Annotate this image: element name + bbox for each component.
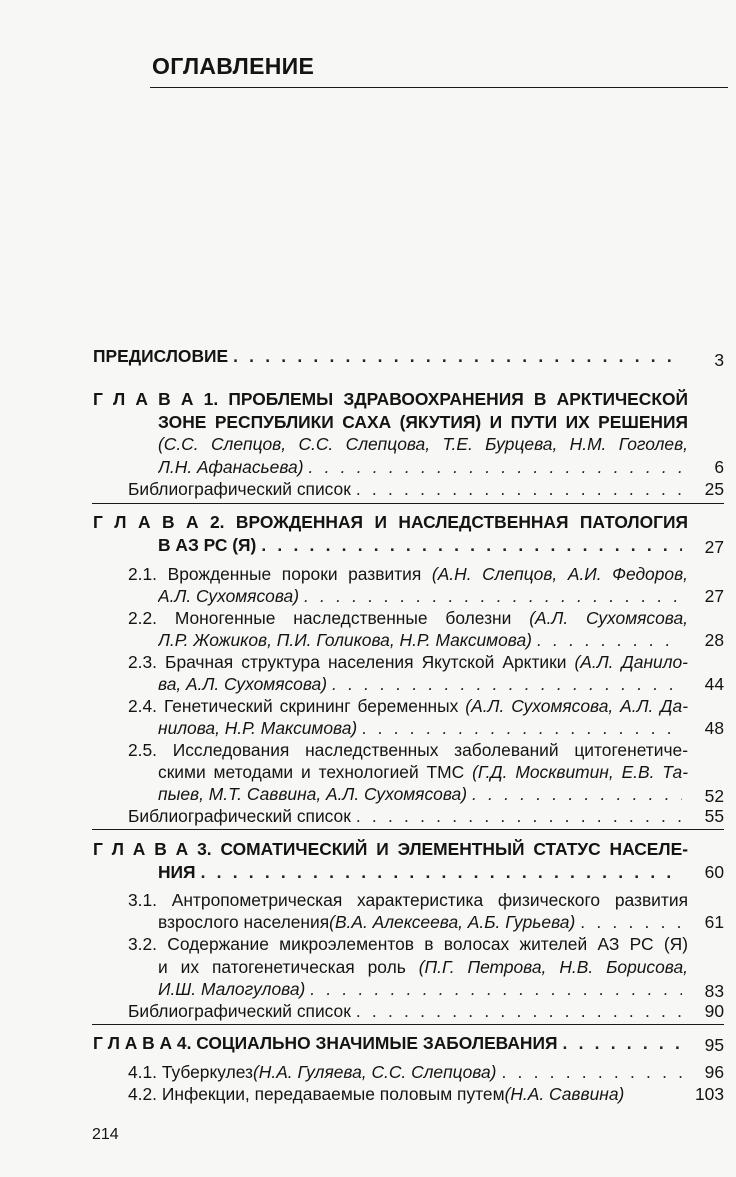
toc-section-2-4[interactable]: 2.4. Генетический скрининг беременных (А.Л. Сухомясова, А.Л. Да- — [128, 696, 688, 716]
toc-entry-preface[interactable] — [93, 345, 687, 367]
page-title: ОГЛАВЛЕНИЕ — [152, 53, 315, 79]
page-number: 48 — [704, 718, 724, 738]
toc-section-2-2[interactable]: 2.2. Моногенные наследственные болезни (А.Л. Сухомясова, — [128, 608, 688, 628]
toc-section-2-5-authors: пыев, М.Т. Саввина, А.Л. Сухомясова) . . . — [158, 783, 688, 805]
toc-section-3-1[interactable]: 3.1. Антропометрическая характеристика физического развития — [128, 890, 688, 910]
page-number: 25 — [704, 479, 724, 499]
toc-chapter-2-bibliography[interactable]: Библиографический список . . . — [128, 805, 688, 827]
leader-dots — [356, 805, 682, 827]
page-number: 28 — [704, 630, 724, 650]
leader-dots — [233, 345, 681, 367]
toc-chapter-1-authors: (С.С. Слепцов, С.С. Слепцова, Т.Е. Бурцева, Н.М. Гоголев, — [158, 434, 688, 454]
toc-section-2-3-authors: ва, А.Л. Сухомясова) . . . — [158, 673, 688, 695]
toc-chapter-2-line-1[interactable]: Г Л А В А 2. ВРОЖДЕННАЯ И НАСЛЕДСТВЕННАЯ ПАТОЛОГИЯ — [93, 512, 688, 532]
page-number: 60 — [704, 862, 724, 882]
page-number: 90 — [704, 1001, 724, 1021]
section-divider — [92, 503, 724, 504]
toc-chapter-4[interactable]: Г Л А В А 4. СОЦИАЛЬНО ЗНАЧИМЫЕ ЗАБОЛЕВАНИЯ . . . — [93, 1032, 688, 1054]
leader-dots — [472, 783, 682, 805]
leader-dots — [201, 861, 682, 883]
section-divider — [92, 829, 724, 830]
page-number: 103 — [694, 1084, 724, 1104]
toc-section-2-2-authors: Л.Р. Жожиков, П.И. Голикова, Н.Р. Максимова) . . . — [158, 629, 688, 651]
page-number: 6 — [714, 457, 724, 477]
page-number: 83 — [704, 981, 724, 1001]
toc-chapter-1-line-2[interactable]: ЗОНЕ РЕСПУБЛИКИ САХА (ЯКУТИЯ) И ПУТИ ИХ РЕШЕНИЯ — [158, 412, 688, 432]
toc-chapter-1-authors-end: Л.Н. Афанасьева) . . . — [158, 456, 688, 478]
toc-section-4-2[interactable]: 4.2. Инфекции, передаваемые половым путем (Н.А. Саввина) — [128, 1084, 625, 1104]
section-divider — [92, 1024, 724, 1025]
leader-dots — [537, 629, 682, 651]
title-rule — [150, 87, 728, 88]
toc-chapter-1-bibliography[interactable]: Библиографический список . . . — [128, 478, 688, 500]
page-number: 55 — [704, 806, 724, 826]
toc-section-3-2-authors: И.Ш. Малогулова) . . . — [158, 978, 688, 1000]
leader-dots — [501, 1061, 682, 1083]
toc-section-2-5[interactable]: 2.5. Исследования наследственных заболеваний цитогенетиче- — [128, 740, 688, 760]
page-number: 52 — [704, 786, 724, 806]
page-number: 27 — [704, 537, 724, 557]
page-number: 95 — [704, 1035, 724, 1055]
toc-section-4-1[interactable]: 4.1. Туберкулез (Н.А. Гуляева, С.С. Слепцова) . . . — [128, 1061, 688, 1083]
toc-section-3-1-line-2: взрослого населения (В.А. Алексеева, А.Б. Гурьева) . . . — [158, 911, 688, 933]
leader-dots — [362, 717, 682, 739]
toc-chapter-2-line-2[interactable]: В АЗ РС (Я) . . . — [158, 534, 688, 556]
leader-dots — [356, 478, 682, 500]
leader-dots — [356, 1000, 682, 1022]
page-number: 27 — [704, 586, 724, 606]
page-number: 3 — [714, 350, 724, 370]
leader-dots — [563, 1032, 683, 1054]
leader-dots — [580, 911, 682, 933]
leader-dots — [261, 534, 682, 556]
page-number: 44 — [704, 674, 724, 694]
leader-dots — [304, 585, 682, 607]
toc-chapter-1-line-1[interactable]: Г Л А В А 1. ПРОБЛЕМЫ ЗДРАВООХРАНЕНИЯ В АРКТИЧЕСКОЙ — [93, 389, 688, 409]
toc-chapter-3-line-1[interactable]: Г Л А В А 3. СОМАТИЧЕСКИЙ И ЭЛЕМЕНТНЫЙ СТАТУС НАСЕЛЕ- — [93, 839, 688, 859]
page-number: 61 — [704, 912, 724, 932]
page-folio: 214 — [92, 1126, 119, 1143]
toc-chapter-3-bibliography[interactable]: Библиографический список . . . — [128, 1000, 688, 1022]
page-number: 96 — [704, 1062, 724, 1082]
toc-chapter-3-line-2[interactable]: НИЯ . . . — [158, 861, 688, 883]
leader-dots — [310, 978, 682, 1000]
entry-label: ПРЕДИСЛОВИЕ — [93, 346, 229, 366]
toc-section-2-1-authors: А.Л. Сухомясова) . . . — [158, 585, 688, 607]
toc-section-3-2-line-2: и их патогенетическая роль (П.Г. Петрова, Н.В. Борисова, — [158, 957, 688, 977]
toc-section-2-5-line-2: скими методами и технологией ТМС (Г.Д. Москвитин, Е.В. Та- — [158, 762, 688, 782]
leader-dots — [309, 456, 683, 478]
toc-section-2-4-authors: нилова, Н.Р. Максимова) . . . — [158, 717, 688, 739]
toc-section-3-2[interactable]: 3.2. Содержание микроэлементов в волосах жителей АЗ РС (Я) — [128, 934, 688, 954]
toc-section-2-1[interactable]: 2.1. Врожденные пороки развития (А.Н. Слепцов, А.И. Федоров, — [128, 564, 688, 584]
leader-dots — [332, 673, 682, 695]
toc-section-2-3[interactable]: 2.3. Брачная структура населения Якутской Арктики (А.Л. Данило- — [128, 652, 688, 672]
